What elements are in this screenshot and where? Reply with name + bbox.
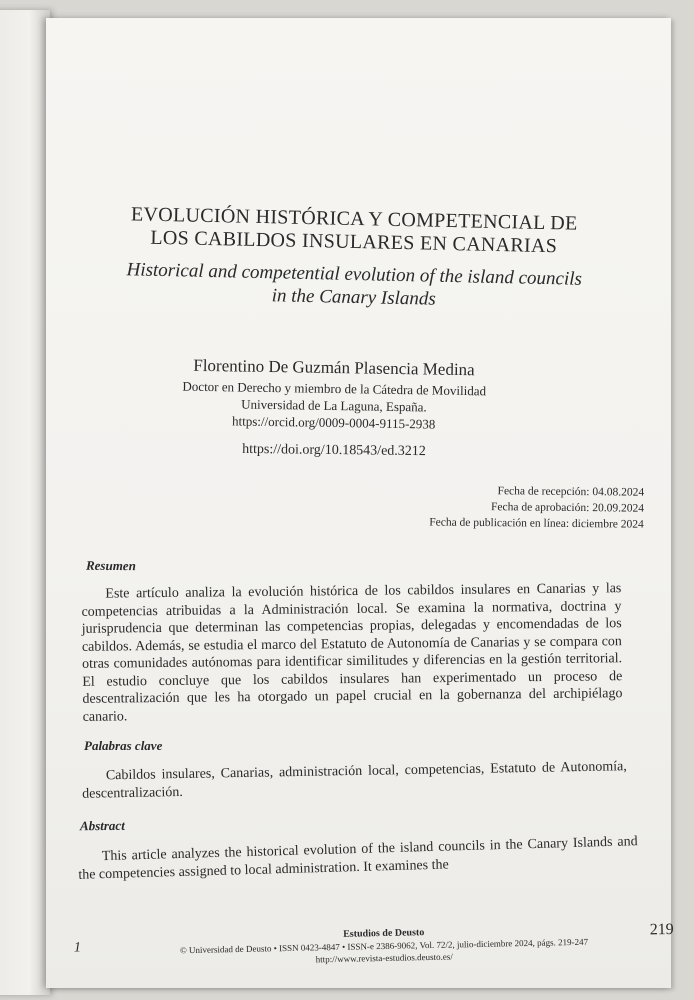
resumen-text: Este artículo analiza la evolución histórica de los cabildos insulares en Canarias y las competencias atribuidas a la Administración local. Se examina la normativa, doctrina y jurisprudencia que determinan las competencias propias, delegadas y encomendadas de los cabildos. Además, se estudia el marco del Estatuto de Autonomía de Canarias y se compara con otras comunidades autónomas para identificar similitudes y diferencias en la gestión territorial. El estudio concluye que los cabildos insulares han experimentado un proceso de descentralización que les ha otorgado un papel crucial en la gobernanza del archipiélago canario. — [81, 581, 623, 725]
copyright-line: © Universidad de Deusto • ISSN 0423-4847 • ISSN-e 2386-9062, Vol. 72/2, julio-diciembre 2024, págs. 219-247 — [179, 936, 589, 956]
abstract-text: This article analyzes the historical evolution of the island councils in the Canary Islands and the competencies assigned to local administration. It examines the — [78, 834, 638, 883]
keywords-text: Cabildos insulares, Canarias, administración local, competencias, Estatuto de Autonomía, descentralización. — [82, 759, 627, 802]
date-published: Fecha de publicación en línea: diciembre 2024 — [429, 516, 644, 531]
page-number-right: 219 — [649, 920, 674, 939]
document-page — [46, 18, 674, 988]
page-footer — [73, 920, 674, 970]
date-approved: Fecha de aprobación: 20.09.2024 — [490, 501, 645, 515]
abstract-heading: Abstract — [79, 817, 125, 834]
keywords-heading: Palabras clave — [84, 738, 163, 753]
journal-name: Estudios de Deusto — [343, 927, 425, 940]
affiliation-line-2: Universidad de La Laguna, España. — [241, 396, 427, 415]
doi-link[interactable]: https://doi.org/10.18543/ed.3212 — [242, 441, 426, 460]
title-english-line-2: in the Canary Islands — [271, 285, 437, 310]
page-content — [64, 18, 674, 988]
orcid-link[interactable]: https://orcid.org/0009-0004-9115-2938 — [231, 413, 436, 432]
title-spanish-line-1: EVOLUCIÓN HISTÓRICA Y COMPETENCIAL DE — [130, 203, 578, 235]
journal-url[interactable]: http://www.revista-estudios.deusto.es/ — [315, 951, 453, 965]
author-affiliation — [154, 377, 515, 434]
article-dates — [314, 481, 644, 532]
author-name: Florentino De Guzmán Plasencia Medina — [193, 355, 475, 380]
affiliation-line-1: Doctor en Derecho y miembro de la Cátedra de Movilidad — [182, 378, 487, 399]
facing-page-edge — [0, 10, 50, 995]
title-spanish-line-2: LOS CABILDOS INSULARES EN CANARIAS — [150, 226, 558, 258]
page-number-left: 1 — [73, 940, 82, 956]
title-spanish — [104, 203, 605, 259]
title-english-line-1: Historical and competential evolution of the island councils — [126, 259, 583, 290]
title-english — [94, 258, 615, 315]
resumen-heading: Resumen — [85, 557, 136, 574]
date-received: Fecha de recepción: 04.08.2024 — [497, 485, 645, 499]
